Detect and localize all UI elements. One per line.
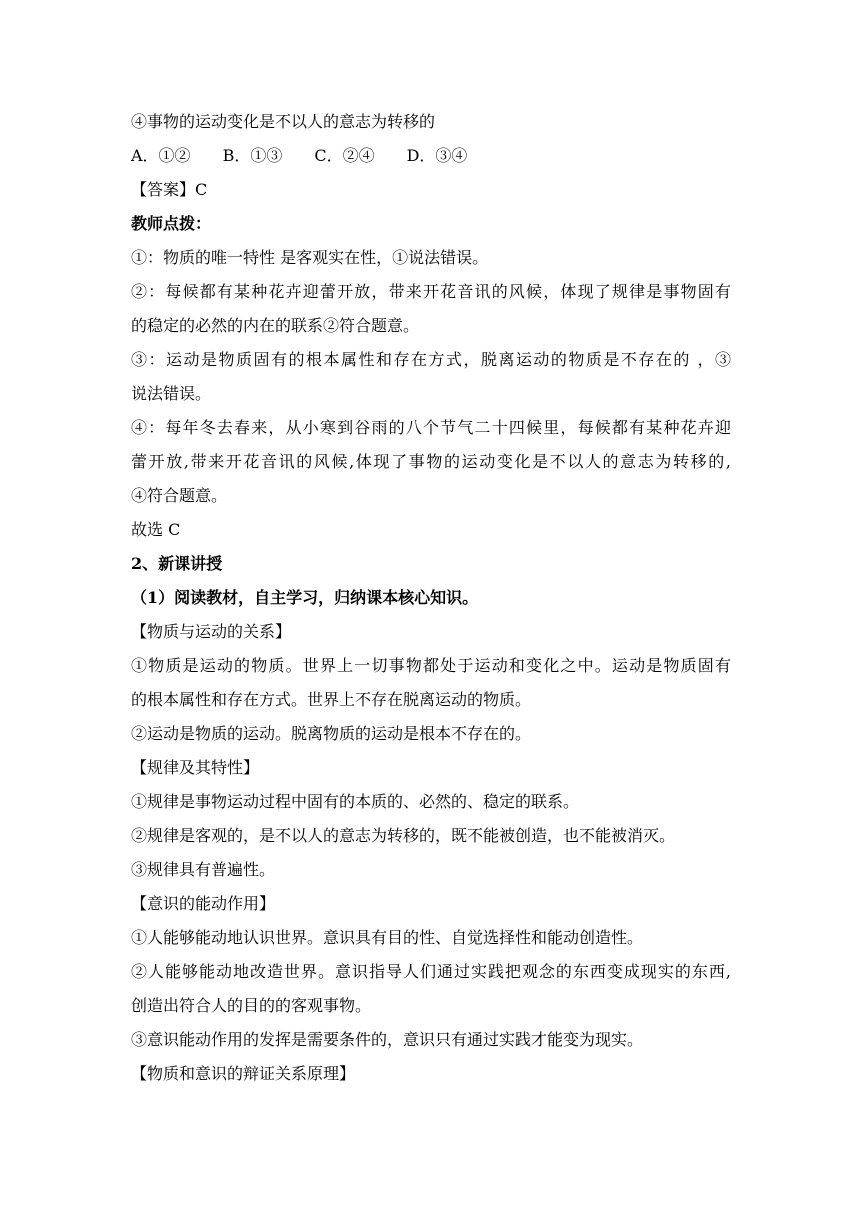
- topic-heading: 【物质与运动的关系】: [131, 622, 292, 641]
- option-c: C．②④: [314, 146, 375, 165]
- topic-heading: 【意识的能动作用】: [131, 894, 276, 913]
- text-line: 蕾开放,带来开花音讯的风候,体现了事物的运动变化是不以人的意志为转移的,: [131, 452, 731, 471]
- text-line: ②人能够能动地改造世界。意识指导人们通过实践把观念的东西变成现实的东西,: [131, 962, 731, 981]
- text-line: 的根本属性和存在方式。世界上不存在脱离运动的物质。: [131, 690, 532, 709]
- text-line: ③意识能动作用的发挥是需要条件的，意识只有通过实践才能变为现实。: [131, 1030, 644, 1049]
- text-line: 创造出符合人的目的的客观事物。: [131, 996, 372, 1015]
- text-line: ③规律具有普遍性。: [131, 860, 276, 879]
- text-line: ④符合题意。: [131, 486, 228, 505]
- text-line: 故选 C: [131, 520, 181, 539]
- text-line: 的稳定的必然的内在的联系②符合题意。: [131, 316, 420, 335]
- section-heading: 2、新课讲授: [131, 554, 223, 573]
- text-line: ③：运动是物质固有的根本属性和存在方式，脱离运动的物质是不存在的 ，③: [131, 350, 731, 369]
- option-b: B．①③: [222, 146, 283, 165]
- text-line: 说法错误。: [131, 384, 212, 403]
- text-line: ①规律是事物运动过程中固有的本质的、必然的、稳定的联系。: [131, 792, 580, 811]
- option-a: A．①②: [131, 146, 191, 165]
- answer-options: [131, 146, 731, 166]
- text-line: ②：每候都有某种花卉迎蕾开放，带来开花音讯的风候，体现了规律是事物固有: [131, 282, 731, 301]
- topic-heading: 【规律及其特性】: [131, 758, 260, 777]
- subsection-heading: （1）阅读教材，自主学习，归纳课本核心知识。: [131, 588, 479, 607]
- answer-line: 【答案】C: [131, 180, 208, 199]
- text-line: ②运动是物质的运动。脱离物质的运动是根本不存在的。: [131, 724, 532, 743]
- text-line: ②规律是客观的，是不以人的意志为转移的，既不能被创造，也不能被消灭。: [131, 826, 676, 845]
- text-line: ①物质是运动的物质。世界上一切事物都处于运动和变化之中。运动是物质固有: [131, 656, 731, 675]
- text-line: ④事物的运动变化是不以人的意志为转移的: [131, 112, 436, 131]
- text-line: ①人能够能动地认识世界。意识具有目的性、自觉选择性和能动创造性。: [131, 928, 644, 947]
- section-label: 教师点拨：: [131, 214, 212, 233]
- option-d: D．③④: [406, 146, 468, 165]
- text-line: ①：物质的唯一特性 是客观实在性，①说法错误。: [131, 248, 489, 267]
- topic-heading: 【物质和意识的辩证关系原理】: [131, 1064, 356, 1083]
- text-line: ④：每年冬去春来，从小寒到谷雨的八个节气二十四候里，每候都有某种花卉迎: [131, 418, 731, 437]
